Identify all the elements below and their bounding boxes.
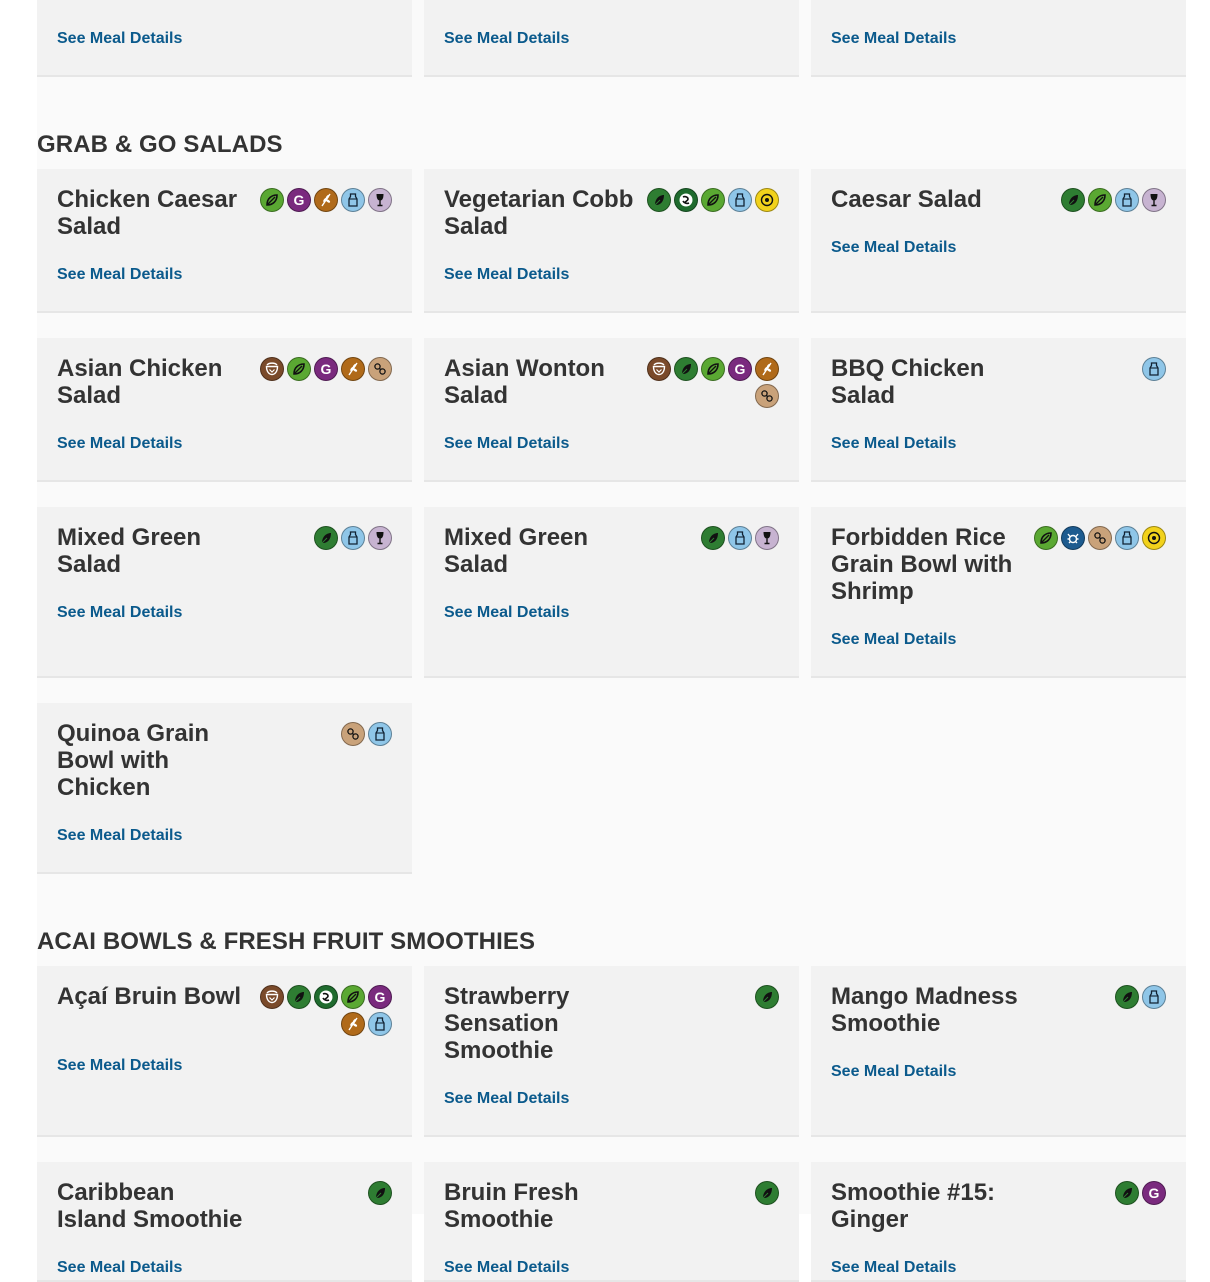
see-meal-details-link[interactable]: See Meal Details [444, 604, 570, 621]
vegan-icon [287, 985, 311, 1009]
dietary-icons [647, 985, 779, 1009]
meal-title: Strawberry Sensation Smoothie [444, 983, 570, 1064]
gluten-icon [728, 357, 752, 381]
meal-card [424, 0, 799, 77]
meal-card [37, 169, 412, 313]
dietary-icons [647, 526, 779, 550]
vegetarian-icon [341, 985, 365, 1009]
vegan-icon [368, 1181, 392, 1205]
svg-text:G: G [320, 361, 332, 377]
soy-icon [341, 722, 365, 746]
wheat-icon [341, 1012, 365, 1036]
see-meal-details-link[interactable]: See Meal Details [57, 266, 183, 283]
meal-card [37, 966, 412, 1137]
dietary-icons [1034, 526, 1166, 550]
dietary-icons [1034, 357, 1166, 381]
tree-nut-icon [647, 357, 671, 381]
meal-title: Mango Madness Smoothie [831, 983, 1018, 1037]
dairy-icon [341, 526, 365, 550]
vegan-icon [314, 526, 338, 550]
see-meal-details-link[interactable]: See Meal Details [831, 239, 957, 256]
see-meal-details-link[interactable]: See Meal Details [831, 1063, 957, 1080]
dietary-icons [260, 985, 392, 1036]
meal-card [37, 0, 412, 77]
alcohol-icon [368, 188, 392, 212]
svg-text:G: G [374, 989, 386, 1005]
vegan-icon [755, 985, 779, 1009]
svg-text:G: G [293, 192, 305, 208]
meal-title: Mixed Green Salad [57, 524, 202, 578]
dietary-icons [647, 1181, 779, 1205]
meal-title: Mixed Green Salad [444, 524, 589, 578]
see-meal-details-link[interactable]: See Meal Details [57, 30, 183, 47]
tree-nut-icon [260, 985, 284, 1009]
egg-icon [1142, 526, 1166, 550]
dietary-icons [260, 1181, 392, 1205]
see-meal-details-link[interactable]: See Meal Details [444, 1259, 570, 1276]
dairy-icon [368, 722, 392, 746]
alcohol-icon [755, 526, 779, 550]
dairy-icon [1115, 188, 1139, 212]
dietary-icons [260, 188, 392, 212]
meal-title: Caesar Salad [831, 186, 982, 213]
meal-card [37, 1162, 412, 1282]
dietary-icons [647, 357, 779, 408]
meal-card [424, 507, 799, 678]
meal-card [424, 338, 799, 482]
see-meal-details-link[interactable]: See Meal Details [831, 631, 957, 648]
halal-icon [674, 188, 698, 212]
meal-title: Forbidden Rice Grain Bowl with Shrimp [831, 524, 1013, 605]
vegan-icon [1115, 1181, 1139, 1205]
vegetarian-icon [701, 357, 725, 381]
meal-card [424, 966, 799, 1137]
crustacean-icon [1061, 526, 1085, 550]
alcohol-icon [368, 526, 392, 550]
dietary-icons [1034, 188, 1166, 212]
wheat-icon [314, 188, 338, 212]
vegan-icon [1115, 985, 1139, 1009]
dietary-icons [260, 357, 392, 381]
soy-icon [368, 357, 392, 381]
meal-title: Smoothie #15: Ginger [831, 1179, 996, 1233]
see-meal-details-link[interactable]: See Meal Details [57, 435, 183, 452]
meal-card [811, 1162, 1186, 1282]
see-meal-details-link[interactable]: See Meal Details [57, 1057, 183, 1074]
meal-card [37, 507, 412, 678]
see-meal-details-link[interactable]: See Meal Details [444, 1090, 570, 1107]
see-meal-details-link[interactable]: See Meal Details [444, 30, 570, 47]
gluten-icon [314, 357, 338, 381]
svg-text:G: G [1148, 1185, 1160, 1201]
dairy-icon [1142, 985, 1166, 1009]
see-meal-details-link[interactable]: See Meal Details [831, 435, 957, 452]
see-meal-details-link[interactable]: See Meal Details [831, 1259, 957, 1276]
meal-title: Açaí Bruin Bowl [57, 983, 242, 1010]
see-meal-details-link[interactable]: See Meal Details [444, 435, 570, 452]
wheat-icon [341, 357, 365, 381]
dairy-icon [1142, 357, 1166, 381]
dairy-icon [368, 1012, 392, 1036]
meal-card [811, 966, 1186, 1137]
meal-card [811, 169, 1186, 313]
see-meal-details-link[interactable]: See Meal Details [444, 266, 570, 283]
gluten-icon [368, 985, 392, 1009]
dietary-icons [260, 722, 392, 746]
meal-title: Bruin Fresh Smoothie [444, 1179, 579, 1233]
meal-title: Caribbean Island Smoothie [57, 1179, 243, 1233]
meal-title: Chicken Caesar Salad [57, 186, 238, 240]
meal-title: Asian Chicken Salad [57, 355, 223, 409]
meal-card [811, 0, 1186, 77]
see-meal-details-link[interactable]: See Meal Details [57, 827, 183, 844]
vegetarian-icon [287, 357, 311, 381]
dairy-icon [728, 526, 752, 550]
dairy-icon [341, 188, 365, 212]
vegetarian-icon [260, 188, 284, 212]
see-meal-details-link[interactable]: See Meal Details [57, 604, 183, 621]
dairy-icon [1115, 526, 1139, 550]
section-title: GRAB & GO SALADS [37, 131, 283, 158]
dairy-icon [728, 188, 752, 212]
vegan-icon [1061, 188, 1085, 212]
meal-title: Quinoa Grain Bowl with Chicken [57, 720, 210, 801]
meal-card [424, 169, 799, 313]
meal-card [424, 1162, 799, 1282]
meal-card [37, 338, 412, 482]
meal-title: Asian Wonton Salad [444, 355, 605, 409]
vegan-icon [674, 357, 698, 381]
halal-icon [314, 985, 338, 1009]
vegan-icon [647, 188, 671, 212]
svg-text:G: G [734, 361, 746, 377]
egg-icon [755, 188, 779, 212]
meal-title: Vegetarian Cobb Salad [444, 186, 634, 240]
dietary-icons [1034, 985, 1166, 1009]
vegetarian-icon [1088, 188, 1112, 212]
soy-icon [1088, 526, 1112, 550]
meal-title: BBQ Chicken Salad [831, 355, 985, 409]
dietary-icons [260, 526, 392, 550]
vegetarian-icon [1034, 526, 1058, 550]
wheat-icon [755, 357, 779, 381]
see-meal-details-link[interactable]: See Meal Details [831, 30, 957, 47]
vegan-icon [755, 1181, 779, 1205]
meal-card [811, 338, 1186, 482]
meal-card [37, 703, 412, 874]
section-title: ACAI BOWLS & FRESH FRUIT SMOOTHIES [37, 928, 536, 955]
dietary-icons [1034, 1181, 1166, 1205]
see-meal-details-link[interactable]: See Meal Details [57, 1259, 183, 1276]
meal-card [811, 507, 1186, 678]
vegan-icon [701, 526, 725, 550]
gluten-icon [1142, 1181, 1166, 1205]
soy-icon [755, 384, 779, 408]
gluten-icon [287, 188, 311, 212]
vegetarian-icon [701, 188, 725, 212]
tree-nut-icon [260, 357, 284, 381]
dietary-icons [647, 188, 779, 212]
alcohol-icon [1142, 188, 1166, 212]
